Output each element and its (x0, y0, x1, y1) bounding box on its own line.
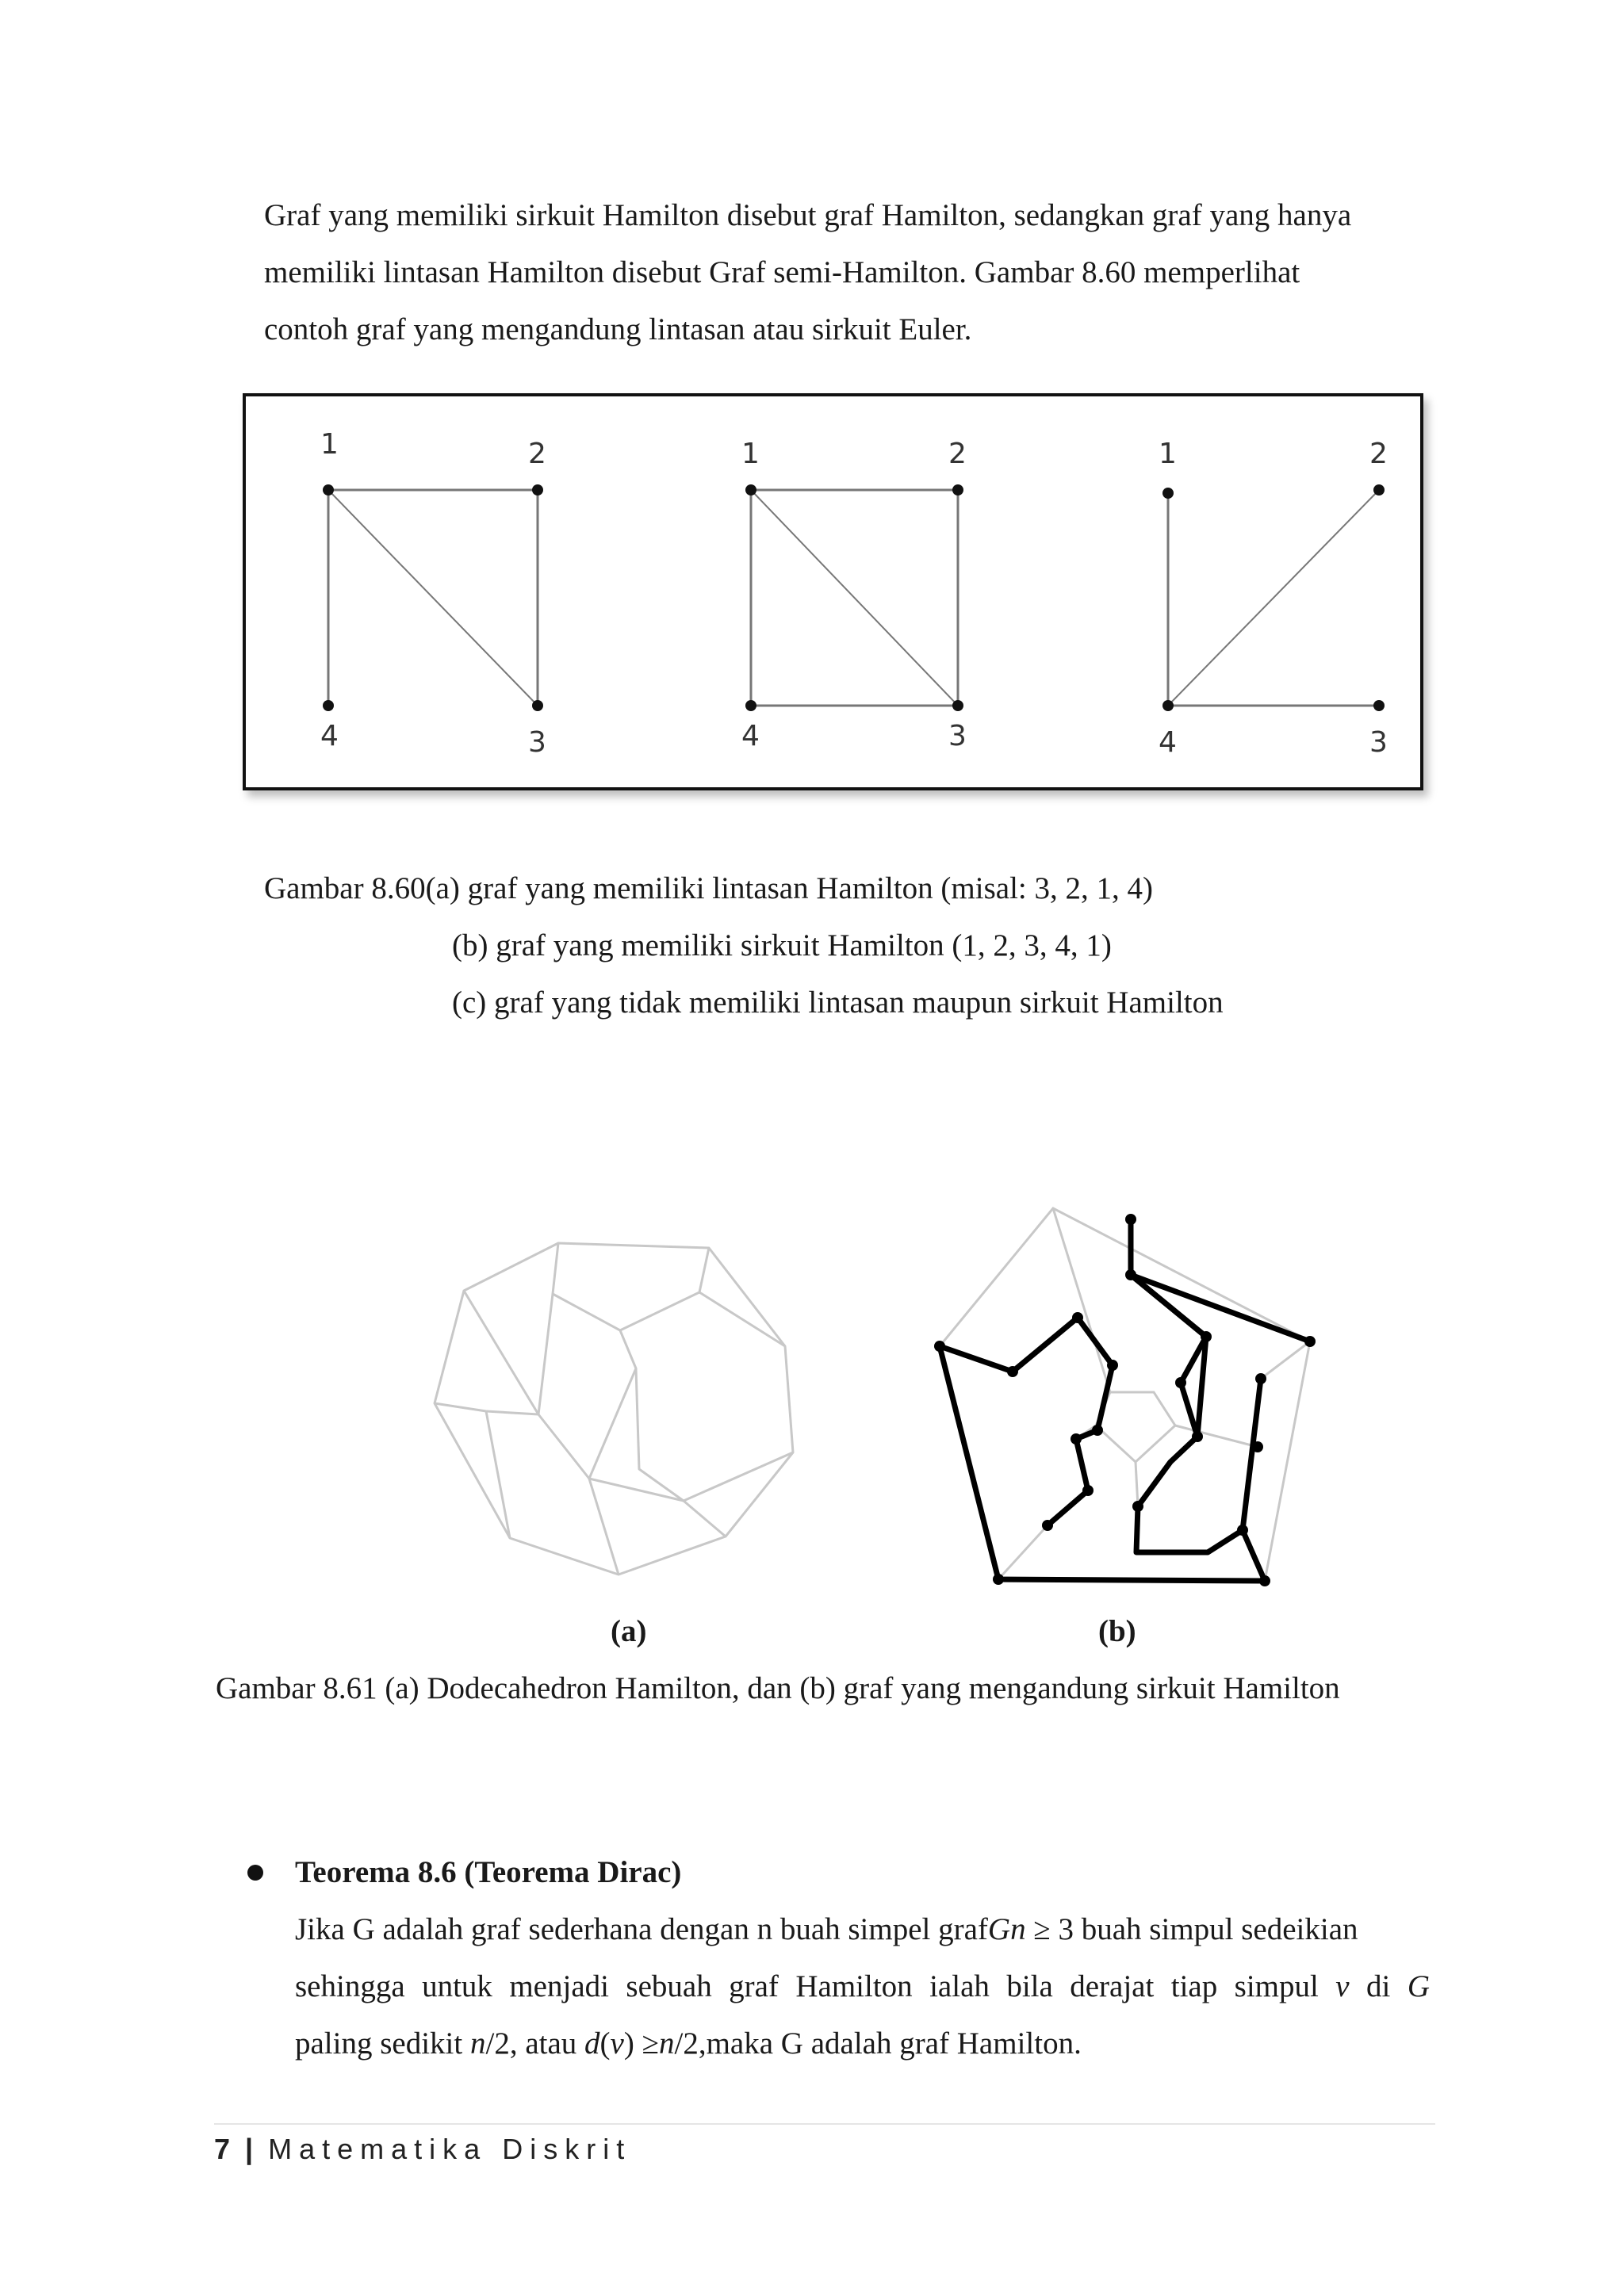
theorem-line-3: paling sedikit n/2, atau d(v) ≥n/2,maka G adalah graf Hamilton. (295, 2026, 1082, 2061)
figure-8-61-graphs (412, 1189, 1348, 1601)
footer-title: Matematika Diskrit (268, 2133, 632, 2165)
vertex-a-1 (323, 484, 334, 496)
caption-8-60-a: Gambar 8.60(a) graf yang memiliki lintasan Hamilton (misal: 3, 2, 1, 4) (264, 871, 1153, 905)
vertex-c-1 (1162, 488, 1174, 499)
dodecahedron (435, 1243, 793, 1575)
vertex-c-2-label: 2 (1369, 438, 1388, 470)
footer-separator: | (245, 2133, 254, 2165)
footer-divider (214, 2123, 1435, 2125)
vertex-b-4 (745, 700, 756, 711)
hamilton-vertex (1042, 1520, 1053, 1531)
theorem-line-2: sehingga untuk menjadi sebuah graf Hamilton ialah bila derajat tiap simpul v di G (295, 1969, 1430, 2003)
vertex-a-1-label: 1 (320, 428, 339, 461)
intro-line-1: Graf yang memiliki sirkuit Hamilton disebut graf Hamilton, sedangkan graf yang hanya (264, 198, 1352, 232)
hamilton-vertex (1201, 1331, 1212, 1342)
vertex-a-4 (323, 700, 334, 711)
hamilton-vertex (1252, 1441, 1263, 1452)
graph-b (741, 438, 967, 752)
vertex-c-2 (1373, 484, 1385, 496)
vertex-a-3 (532, 700, 543, 711)
vertex-a-2 (532, 484, 543, 496)
figure-8-61 (412, 1189, 1348, 1601)
caption-8-61: Gambar 8.61 (a) Dodecahedron Hamilton, dan (b) graf yang mengandung sirkuit Hamilton (216, 1671, 1340, 1705)
vertex-b-3 (952, 700, 963, 711)
hamilton-vertex (1092, 1425, 1103, 1436)
hamilton-vertex (1125, 1214, 1136, 1225)
hamilton-vertex (1304, 1336, 1316, 1347)
vertex-b-2-label: 2 (948, 438, 967, 470)
hamilton-vertex (1125, 1269, 1136, 1280)
vertex-b-1-label: 1 (741, 438, 760, 470)
figure-8-60 (243, 393, 1423, 790)
hamilton-vertex (1107, 1360, 1118, 1371)
vertex-c-3 (1373, 700, 1385, 711)
graph-a (320, 428, 546, 759)
hamilton-vertex (1132, 1501, 1143, 1512)
figure-8-60-graphs (246, 396, 1420, 787)
theorem-line-1: Jika G adalah graf sederhana dengan n buah simpel grafGn ≥ 3 buah simpul sedeikian (295, 1912, 1358, 1946)
vertex-c-4 (1162, 700, 1174, 711)
intro-line-2: memiliki lintasan Hamilton disebut Graf semi-Hamilton. Gambar 8.60 memperlihat (264, 255, 1300, 289)
vertex-b-4-label: 4 (741, 720, 760, 752)
hamilton-vertex (993, 1574, 1004, 1585)
theorem-title: Teorema 8.6 (Teorema Dirac) (295, 1855, 682, 1889)
vertex-a-3-label: 3 (528, 726, 546, 759)
hamilton-vertex (1237, 1525, 1248, 1536)
hamilton-vertex (934, 1341, 945, 1352)
graph-c (1159, 438, 1388, 759)
vertex-a-2-label: 2 (528, 438, 546, 470)
vertex-a-4-label: 4 (320, 720, 339, 752)
hamilton-vertex (1192, 1431, 1203, 1442)
vertex-b-3-label: 3 (948, 720, 967, 752)
hamilton-vertex (1007, 1366, 1018, 1377)
intro-line-3: contoh graf yang mengandung lintasan atau sirkuit Euler. (264, 312, 972, 346)
hamilton-vertex (1071, 1433, 1082, 1445)
footer (214, 2133, 631, 2166)
hamilton-vertex (1175, 1377, 1186, 1388)
caption-8-60-c: (c) graf yang tidak memiliki lintasan maupun sirkuit Hamilton (452, 985, 1224, 1020)
hamilton-vertex (1255, 1373, 1266, 1384)
page-number: 7 (214, 2133, 231, 2165)
vertex-c-4-label: 4 (1159, 726, 1177, 759)
hamilton-vertex (1082, 1485, 1094, 1496)
bullet-icon (247, 1865, 263, 1881)
hamilton-vertex (1259, 1575, 1270, 1586)
vertex-b-1 (745, 484, 756, 496)
vertex-c-3-label: 3 (1369, 726, 1388, 759)
hamilton-vertex (1072, 1312, 1083, 1323)
figure-8-61-label-a: (a) (611, 1614, 647, 1648)
vertex-c-1-label: 1 (1159, 438, 1177, 470)
hamilton-graph (934, 1208, 1316, 1586)
caption-8-60-b: (b) graf yang memiliki sirkuit Hamilton (1, 2, 3, 4, 1) (452, 928, 1112, 962)
figure-8-61-label-b: (b) (1098, 1614, 1136, 1648)
vertex-b-2 (952, 484, 963, 496)
